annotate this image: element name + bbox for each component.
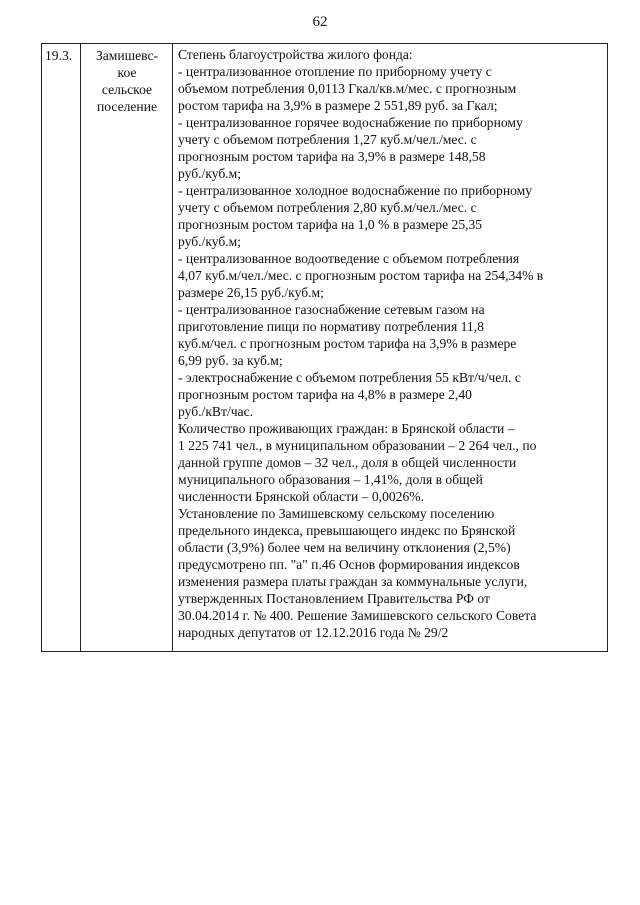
- description-line: предусмотрено пп. "а" п.46 Основ формирования индексов: [178, 557, 520, 572]
- description-line: - централизованное горячее водоснабжение по приборному: [178, 115, 523, 130]
- description-line: прогнозным ростом тарифа на 1,0 % в размере 25,35: [178, 217, 483, 232]
- description-line: учету с объемом потребления 2,80 куб.м/чел./мес. с: [178, 200, 477, 215]
- description-line: 4,07 куб.м/чел./мес. с прогнозным ростом тарифа на 254,34% в: [178, 268, 544, 283]
- description-line: руб./кВт/час.: [178, 404, 254, 419]
- settlement-name-line: поселение: [96, 99, 158, 114]
- description-line: руб./куб.м;: [178, 166, 242, 181]
- description-line: прогнозным ростом тарифа на 4,8% в размере 2,40: [178, 387, 472, 402]
- description-line: данной группе домов – 32 чел., доля в общей численности: [178, 455, 517, 470]
- description-line: - централизованное отопление по приборному учету с: [178, 64, 492, 79]
- description-line: 1 225 741 чел., в муниципальном образовании – 2 264 чел., по: [178, 438, 537, 453]
- description-line: прогнозным ростом тарифа на 3,9% в размере 148,58: [178, 149, 486, 164]
- description-line: муниципального образования – 1,41%, доля в общей: [178, 472, 483, 487]
- description-text: [178, 46, 543, 641]
- description-line: - централизованное холодное водоснабжение по приборному: [178, 183, 533, 198]
- description-line: народных депутатов от 12.12.2016 года № 29/2: [178, 625, 449, 640]
- settlement-name: [81, 47, 173, 115]
- description-line: размере 26,15 руб./куб.м;: [178, 285, 324, 300]
- description-line: Количество проживающих граждан: в Брянской области –: [178, 421, 515, 436]
- description-line: предельного индекса, превышающего индекс по Брянской: [178, 523, 516, 538]
- description-line: - централизованное водоотведение с объемом потребления: [178, 251, 520, 266]
- settlement-name-line: сельское: [101, 82, 153, 97]
- row-number: 19.3.: [45, 48, 73, 63]
- description-line: учету с объемом потребления 1,27 куб.м/чел./мес. с: [178, 132, 477, 147]
- description-line: - электроснабжение с объемом потребления 55 кВт/ч/чел. с: [178, 370, 521, 385]
- settlement-name-line: кое: [117, 65, 137, 80]
- description-line: области (3,9%) более чем на величину отклонения (2,5%): [178, 540, 511, 555]
- description-cell: [173, 44, 607, 651]
- tariff-table: [41, 43, 608, 652]
- description-line: - централизованное газоснабжение сетевым газом на: [178, 302, 485, 317]
- description-line: изменения размера платы граждан за коммунальные услуги,: [178, 574, 528, 589]
- description-line: утвержденных Постановлением Правительства РФ от: [178, 591, 490, 606]
- description-line: куб.м/чел. с прогнозным ростом тарифа на 3,9% в размере: [178, 336, 517, 351]
- settlement-name-line: Замишевс-: [95, 48, 159, 63]
- description-line: руб./куб.м;: [178, 234, 242, 249]
- description-line: 6,99 руб. за куб.м;: [178, 353, 283, 368]
- description-line: численности Брянской области – 0,0026%.: [178, 489, 424, 504]
- page-number: 62: [312, 14, 328, 30]
- description-line: Установление по Замишевскому сельскому поселению: [178, 506, 495, 521]
- description-line: 30.04.2014 г. № 400. Решение Замишевского сельского Совета: [178, 608, 537, 623]
- row-number-cell: [42, 44, 81, 651]
- settlement-name-cell: [81, 44, 173, 651]
- description-line: Степень благоустройства жилого фонда:: [178, 47, 413, 62]
- description-line: приготовление пищи по нормативу потребления 11,8: [178, 319, 484, 334]
- description-line: объемом потребления 0,0113 Гкал/кв.м/мес. с прогнозным: [178, 81, 517, 96]
- description-line: ростом тарифа на 3,9% в размере 2 551,89 руб. за Гкал;: [178, 98, 498, 113]
